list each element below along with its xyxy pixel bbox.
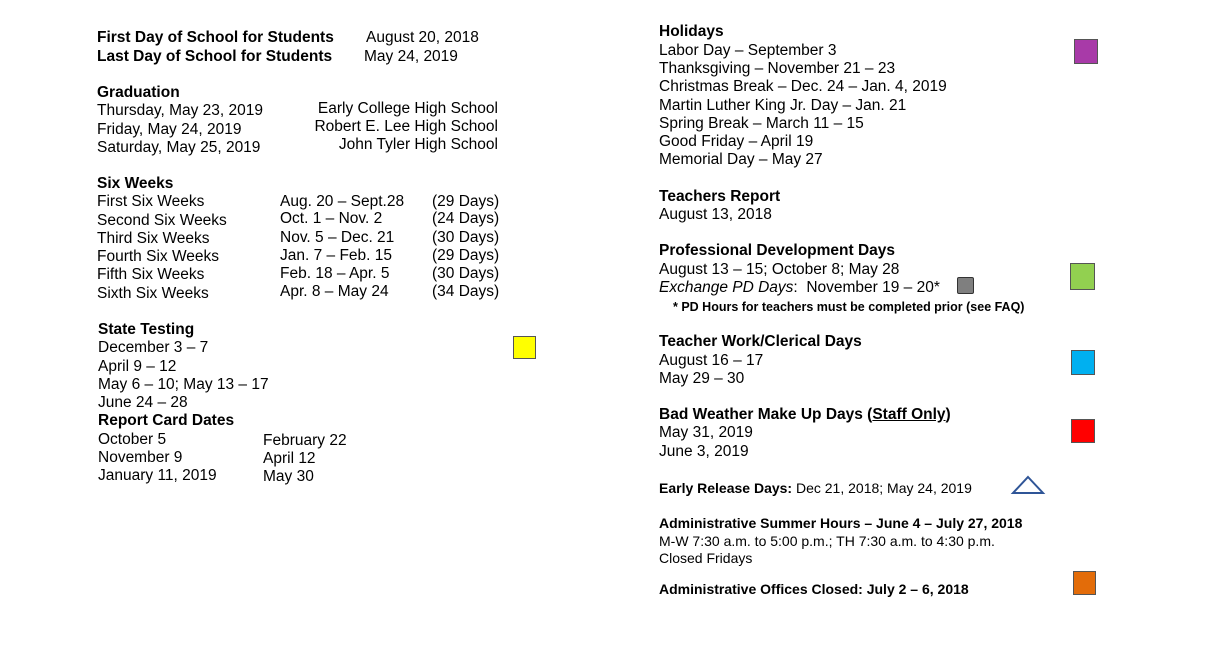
state-testing-item: April 9 – 12 [98, 358, 177, 375]
bad-weather-item: June 3, 2019 [659, 443, 749, 460]
holiday-item: Spring Break – March 11 – 15 [659, 115, 864, 132]
offices-closed-heading: Administrative Offices Closed: July 2 – 6, 2018 [659, 581, 969, 597]
six-weeks-days: (30 Days) [432, 229, 500, 246]
last-day-label: Last Day of School for Students [97, 48, 333, 65]
bad-weather-color-swatch [1071, 419, 1095, 443]
first-day-label: First Day of School for Students [97, 29, 334, 46]
six-weeks-range: Oct. 1 – Nov. 2 [280, 210, 383, 227]
six-weeks-name: Second Six Weeks [97, 212, 227, 229]
six-weeks-days: (34 Days) [432, 283, 500, 300]
graduation-heading: Graduation [97, 84, 180, 101]
first-day-date: August 20, 2018 [366, 29, 479, 46]
staff-only-label: Staff Only [872, 406, 946, 423]
six-weeks-range: Nov. 5 – Dec. 21 [280, 229, 395, 246]
pd-days-dates: August 13 – 15; October 8; May 28 [659, 261, 900, 278]
holiday-item: Good Friday – April 19 [659, 133, 814, 150]
state-testing-item: May 6 – 10; May 13 – 17 [98, 376, 269, 393]
exchange-pd-color-swatch [957, 277, 974, 294]
teachers-report-heading: Teachers Report [659, 188, 781, 205]
six-weeks-name: First Six Weeks [97, 193, 205, 210]
holiday-item: Labor Day – September 3 [659, 42, 837, 59]
six-weeks-name: Sixth Six Weeks [97, 285, 209, 302]
work-days-color-swatch [1071, 350, 1095, 375]
summer-hours-line: Closed Fridays [659, 550, 753, 566]
triangle-shape [1013, 477, 1043, 493]
six-weeks-name: Fourth Six Weeks [97, 248, 220, 265]
six-weeks-days: (30 Days) [432, 265, 500, 282]
summer-hours-heading: Administrative Summer Hours – June 4 – July 27, 2018 [659, 515, 1023, 531]
state-testing-heading: State Testing [98, 321, 195, 338]
summer-hours-line: M-W 7:30 a.m. to 5:00 p.m.; TH 7:30 a.m. to 4:30 p.m. [659, 533, 995, 549]
bad-weather-item: May 31, 2019 [659, 424, 753, 441]
graduation-date: Saturday, May 25, 2019 [97, 139, 261, 156]
report-card-date: October 5 [98, 431, 167, 448]
early-release-triangle-icon [1011, 475, 1045, 495]
bad-weather-heading-prefix: Bad Weather Make Up Days ( [659, 406, 873, 423]
early-release-line [659, 479, 972, 497]
early-release-dates: Dec 21, 2018; May 24, 2019 [795, 480, 972, 496]
pd-days-heading: Professional Development Days [659, 242, 896, 259]
six-weeks-name: Third Six Weeks [97, 230, 210, 247]
six-weeks-name: Fifth Six Weeks [97, 266, 205, 283]
six-weeks-range: Feb. 18 – Apr. 5 [280, 265, 390, 282]
holidays-color-swatch [1074, 39, 1098, 64]
pd-hours-note: * PD Hours for teachers must be completed prior (see FAQ) [673, 300, 1025, 314]
six-weeks-range: Apr. 8 – May 24 [280, 283, 389, 300]
state-testing-color-swatch [513, 336, 536, 359]
bad-weather-heading [659, 406, 951, 424]
graduation-date: Thursday, May 23, 2019 [97, 102, 263, 119]
work-day-item: August 16 – 17 [659, 352, 764, 369]
six-weeks-range: Aug. 20 – Sept.28 [280, 193, 405, 210]
exchange-pd-label: Exchange PD Days [659, 279, 794, 296]
graduation-school: Robert E. Lee High School [314, 118, 498, 135]
report-card-date: May 30 [263, 468, 314, 485]
six-weeks-range: Jan. 7 – Feb. 15 [280, 247, 393, 264]
exchange-pd-line: Exchange PD Days: November 19 – 20* [659, 279, 940, 296]
holiday-item: Thanksgiving – November 21 – 23 [659, 60, 896, 77]
graduation-school: John Tyler High School [338, 136, 498, 153]
teachers-report-date: August 13, 2018 [659, 206, 772, 223]
state-testing-item: December 3 – 7 [98, 339, 209, 356]
state-testing-item: June 24 – 28 [98, 394, 188, 411]
report-card-date: January 11, 2019 [98, 467, 217, 484]
holiday-item: Christmas Break – Dec. 24 – Jan. 4, 2019 [659, 78, 947, 95]
pd-days-color-swatch [1070, 263, 1095, 290]
early-release-label: Early Release Days: [659, 480, 793, 496]
holiday-item: Martin Luther King Jr. Day – Jan. 21 [659, 97, 907, 114]
work-day-item: May 29 – 30 [659, 370, 745, 387]
bad-weather-heading-suffix: ) [945, 406, 951, 423]
six-weeks-days: (29 Days) [432, 193, 500, 210]
exchange-pd-dates: November 19 – 20* [806, 279, 940, 296]
six-weeks-days: (29 Days) [432, 247, 500, 264]
report-card-heading: Report Card Dates [98, 412, 235, 429]
graduation-school: Early College High School [317, 100, 498, 117]
offices-closed-color-swatch [1073, 571, 1096, 595]
last-day-date: May 24, 2019 [364, 48, 458, 65]
report-card-date: April 12 [263, 450, 316, 467]
graduation-date: Friday, May 24, 2019 [97, 121, 242, 138]
report-card-date: February 22 [263, 432, 347, 449]
work-days-heading: Teacher Work/Clerical Days [659, 333, 862, 350]
six-weeks-days: (24 Days) [432, 210, 500, 227]
holiday-item: Memorial Day – May 27 [659, 151, 823, 168]
six-weeks-heading: Six Weeks [97, 175, 174, 192]
holidays-heading: Holidays [659, 23, 724, 40]
report-card-date: November 9 [98, 449, 183, 466]
